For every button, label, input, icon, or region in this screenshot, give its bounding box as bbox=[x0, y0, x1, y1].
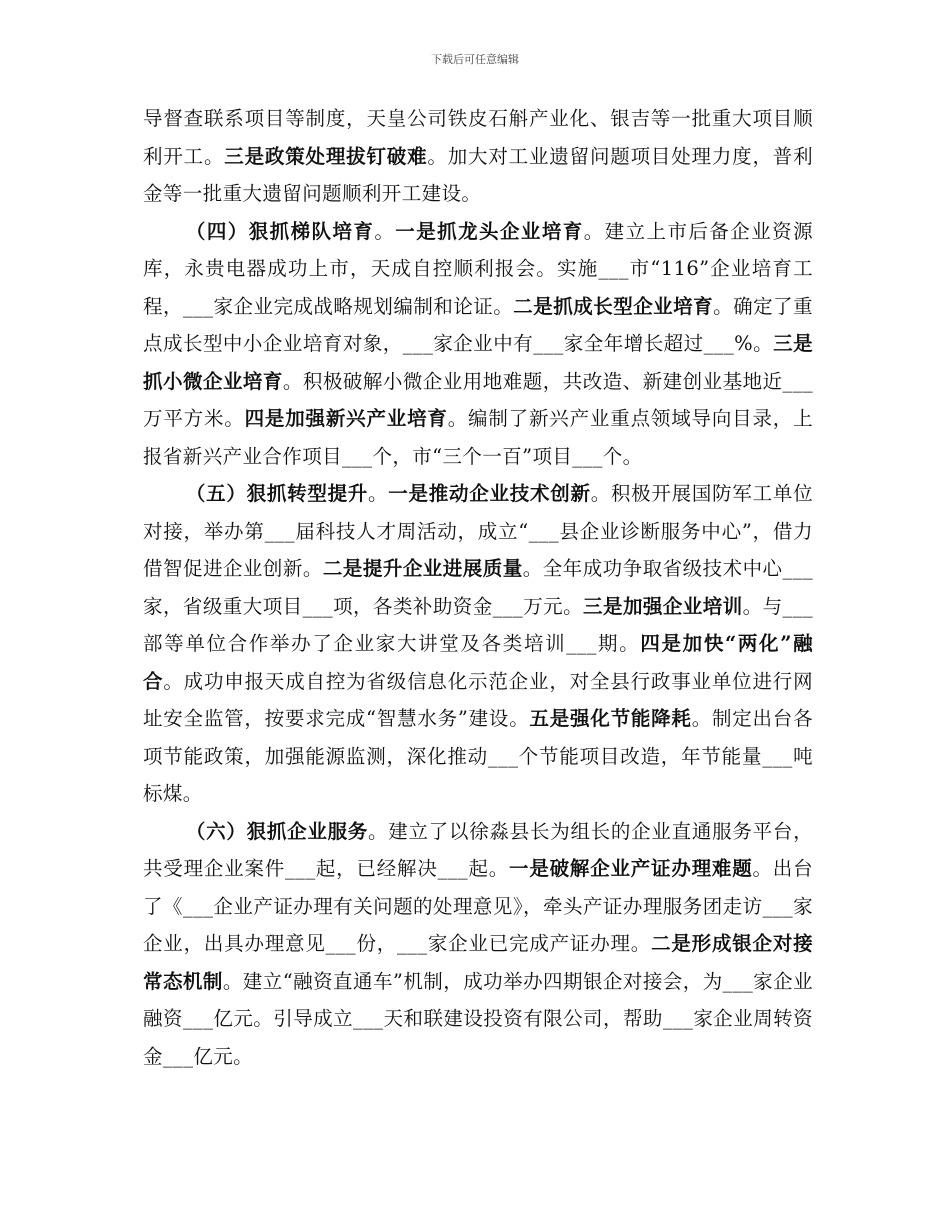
bold-heading-segment: 四是加强新兴产业培育 bbox=[244, 407, 448, 430]
page-header: 下载后可任意编辑 bbox=[431, 53, 519, 66]
text-segment: 。确定了重点成长型中小企业培育对象，___家企业中有___家全年增长超过___%。 bbox=[143, 294, 813, 355]
bold-heading-segment: 二是提升企业进展质量 bbox=[322, 557, 523, 580]
text-segment: 。积极开展国防军工单位对接，举办第___届科技人才周活动，成立“___县企业诊断服务中心”，借力借智促进企业创新。 bbox=[143, 482, 813, 580]
bold-heading-segment: 一是抓龙头企业培育 bbox=[395, 219, 584, 243]
text-segment: 。 bbox=[368, 482, 389, 505]
text-segment: 。 bbox=[374, 219, 396, 243]
text-segment: 。全年成功争取省级技术中心___家，省级重大项目___项，各类补助资金___万元。 bbox=[143, 557, 813, 618]
bold-heading-segment: 一是推动企业技术创新 bbox=[388, 482, 591, 505]
text-segment: 。编制了新兴产业重点领域导向目录，上报省新兴产业合作项目___个，市“三个一百”项目___个。 bbox=[143, 407, 813, 468]
text-segment: 。建立上市后备企业资源库，永贵电器成功上市，天成自控顺利报会。实施___市“116”企业培育工程，___家企业完成战略规划编制和论证。 bbox=[143, 219, 813, 318]
bold-heading-segment: 二是形成银企对接常态机制 bbox=[143, 932, 814, 993]
text-segment: 。成功申报天成自控为省级信息化示范企业，对全县行政事业单位进行网址安全监管，按要求完成“智慧水务”建设。 bbox=[143, 669, 813, 730]
paragraph-section-6 bbox=[143, 813, 813, 1076]
bold-heading-segment: 四是加快“两化”融合 bbox=[143, 632, 813, 693]
bold-heading-segment: 三是加强企业培训 bbox=[583, 594, 743, 618]
text-segment: 。与___部等单位合作举办了企业家大讲堂及各类培训___期。 bbox=[143, 594, 814, 655]
section-heading: （六）狠抓企业服务 bbox=[185, 819, 369, 843]
bold-heading-segment: 三是政策处理拔钉破难 bbox=[224, 144, 428, 168]
text-segment: 。出台了《___企业产证办理有关问题的处理意见》，牵头产证办理服务团走访___家企业，出具办理意见___份，___家企业已完成产证办理。 bbox=[143, 857, 813, 955]
paragraph-section-4 bbox=[143, 213, 813, 476]
bold-heading-segment: 一是破解企业产证办理难题 bbox=[509, 857, 753, 880]
text-segment: 。建立“融资直通车”机制，成功举办四期银企对接会，为___家企业融资___亿元。引导成立___天和联建设投资有限公司，帮助___家企业周转资金___亿元。 bbox=[143, 969, 813, 1068]
text-segment: 导督查联系项目等制度，天皇公司铁皮石斛产业化、银吉等一批重大项目顺利开工。 bbox=[143, 107, 813, 168]
section-heading: （四）狠抓梯队培育 bbox=[185, 219, 375, 243]
text-segment: 。建立了以徐淼县长为组长的企业直通服务平台，共受理企业案件___起，已经解决___起。 bbox=[143, 819, 813, 880]
paragraph-section-5 bbox=[143, 475, 813, 813]
bold-heading-segment: 五是强化节能降耗 bbox=[529, 707, 692, 730]
section-heading: （五）狠抓转型提升 bbox=[185, 482, 369, 505]
bold-heading-segment: 三是抓小微企业培育 bbox=[143, 332, 813, 393]
document-body bbox=[143, 100, 813, 1075]
text-segment: 。积极破解小微企业用地难题，共改造、新建创业基地近___万平方米。 bbox=[143, 369, 813, 430]
paragraph-continuation bbox=[143, 100, 813, 213]
bold-heading-segment: 二是抓成长型企业培育 bbox=[513, 294, 714, 318]
text-segment: 。制定出台各项节能政策，加强能源监测，深化推动___个节能项目改造，年节能量___吨标煤。 bbox=[143, 707, 813, 805]
text-segment: 。加大对工业遗留问题项目处理力度，普利金等一批重大遗留问题顺利开工建设。 bbox=[143, 144, 813, 205]
